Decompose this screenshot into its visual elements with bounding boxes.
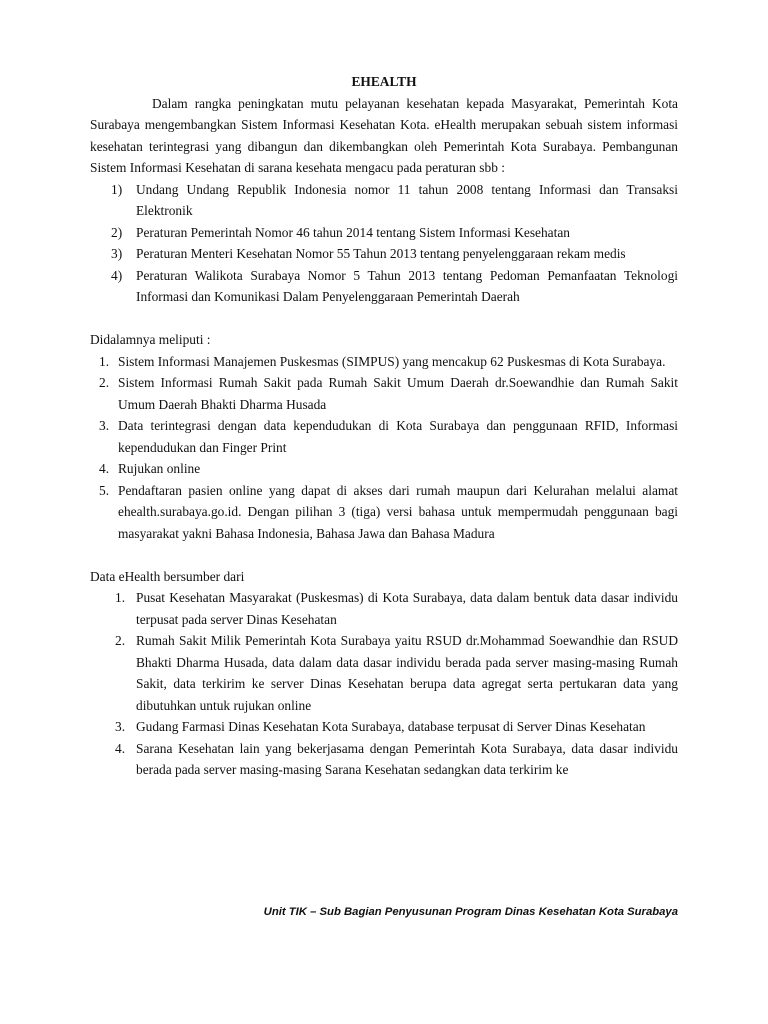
list-item (90, 243, 678, 265)
regulation-list (90, 179, 678, 308)
list-marker: 4. (115, 740, 126, 756)
list-item (90, 587, 678, 630)
document-title: EHEALTH (351, 74, 417, 89)
intro-paragraph: Dalam rangka peningkatan mutu pelayanan kesehatan kepada Masyarakat, Pemerintah Kota Surabaya mengembangkan Sistem Informasi Kesehatan Kota. eHealth merupakan sebuah sistem informasi kesehatan terintegrasi yang dibangun dan dikembangkan oleh Pemerintah Kota Surabaya. Pembangunan Sistem Informasi Kesehatan di sarana kesehata mengacu pada peraturan sbb : (90, 95, 678, 175)
page-footer: Unit TIK – Sub Bagian Penyusunan Program Dinas Kesehatan Kota Surabaya (263, 906, 678, 918)
list-item (90, 480, 678, 545)
list-marker: 4. (99, 461, 110, 476)
list-item-text: Peraturan Pemerintah Nomor 46 tahun 2014 tentang Sistem Informasi Kesehatan (136, 224, 570, 240)
list-marker: 3. (115, 719, 126, 734)
list-item-text: Data terintegrasi dengan data kependudukan di Kota Surabaya dan penggunaan RFID, Informasi kependudukan dan Finger Print (118, 418, 678, 455)
list-item (90, 716, 678, 738)
list-item-text: Peraturan Walikota Surabaya Nomor 5 Tahun 2013 tentang Pedoman Pemanfaatan Teknologi Informasi dan Komunikasi Dalam Penyelenggaraan Pemerintah Daerah (136, 267, 678, 304)
sources-list (90, 587, 678, 781)
list-item-text: Sistem Informasi Manajemen Puskesmas (SIMPUS) yang mencakup 62 Puskesmas di Kota Surabaya. (118, 353, 666, 369)
scope-list (90, 351, 678, 545)
list-item (90, 351, 678, 373)
list-item-text: Pusat Kesehatan Masyarakat (Puskesmas) di Kota Surabaya, data dalam bentuk data dasar individu terpusat pada server Dinas Kesehatan (136, 590, 678, 627)
list-marker: 1. (115, 590, 126, 605)
list-item (90, 179, 678, 222)
list-marker: 2. (99, 375, 110, 390)
list-item-text: Undang Undang Republik Indonesia nomor 11 tahun 2008 tentang Informasi dan Transaksi Elektronik (136, 181, 678, 218)
list-marker: 1. (99, 353, 110, 369)
list-item (90, 630, 678, 716)
list-marker: 3) (111, 246, 123, 261)
list-marker: 1) (111, 181, 123, 197)
list-item-text: Sistem Informasi Rumah Sakit pada Rumah Sakit Umum Daerah dr.Soewandhie dan Rumah Sakit Umum Daerah Bhakti Dharma Husada (118, 375, 678, 412)
list-item-text: Sarana Kesehatan lain yang bekerjasama dengan Pemerintah Kota Surabaya, data dasar individu berada pada server masing-masing Sarana Kesehatan sedangkan data terkirim ke (136, 740, 678, 777)
list-item (90, 458, 678, 480)
list-item-text: Rujukan online (118, 461, 201, 476)
list-item (90, 265, 678, 308)
list-item-text: Rumah Sakit Milik Pemerintah Kota Surabaya yaitu RSUD dr.Mohammad Soewandhie dan RSUD Bhakti Dharma Husada, data dalam data dasar individu berada pada server masing-masing Rumah Sakit, data terkirim ke server Dinas Kesehatan berupa data agregat serta pertukaran data yang dibutuhkan untuk rujukan online (136, 633, 678, 713)
list-item (90, 415, 678, 458)
list-item-text: Gudang Farmasi Dinas Kesehatan Kota Surabaya, database terpusat di Server Dinas Kesehatan (136, 719, 646, 734)
list-marker: 2. (115, 633, 126, 648)
list-marker: 2) (111, 224, 123, 240)
section-heading-scope: Didalamnya meliputi : (90, 332, 211, 347)
list-item-text: Pendaftaran pasien online yang dapat di akses dari rumah maupun dari Kelurahan melalui alamat ehealth.surabaya.go.id. Dengan pilihan 3 (tiga) versi bahasa untuk mempermudah penggunaan bagi masyarakat yakni Bahasa Indonesia, Bahasa Jawa dan Bahasa Madura (118, 482, 678, 541)
section-heading-sources: Data eHealth bersumber dari (90, 568, 245, 584)
list-item (90, 738, 678, 781)
list-marker: 3. (99, 418, 110, 433)
list-marker: 4) (111, 267, 123, 283)
list-item-text: Peraturan Menteri Kesehatan Nomor 55 Tahun 2013 tentang penyelenggaraan rekam medis (136, 246, 626, 261)
list-marker: 5. (99, 482, 110, 498)
list-item (90, 372, 678, 415)
document-body (90, 71, 678, 781)
list-item (90, 222, 678, 244)
